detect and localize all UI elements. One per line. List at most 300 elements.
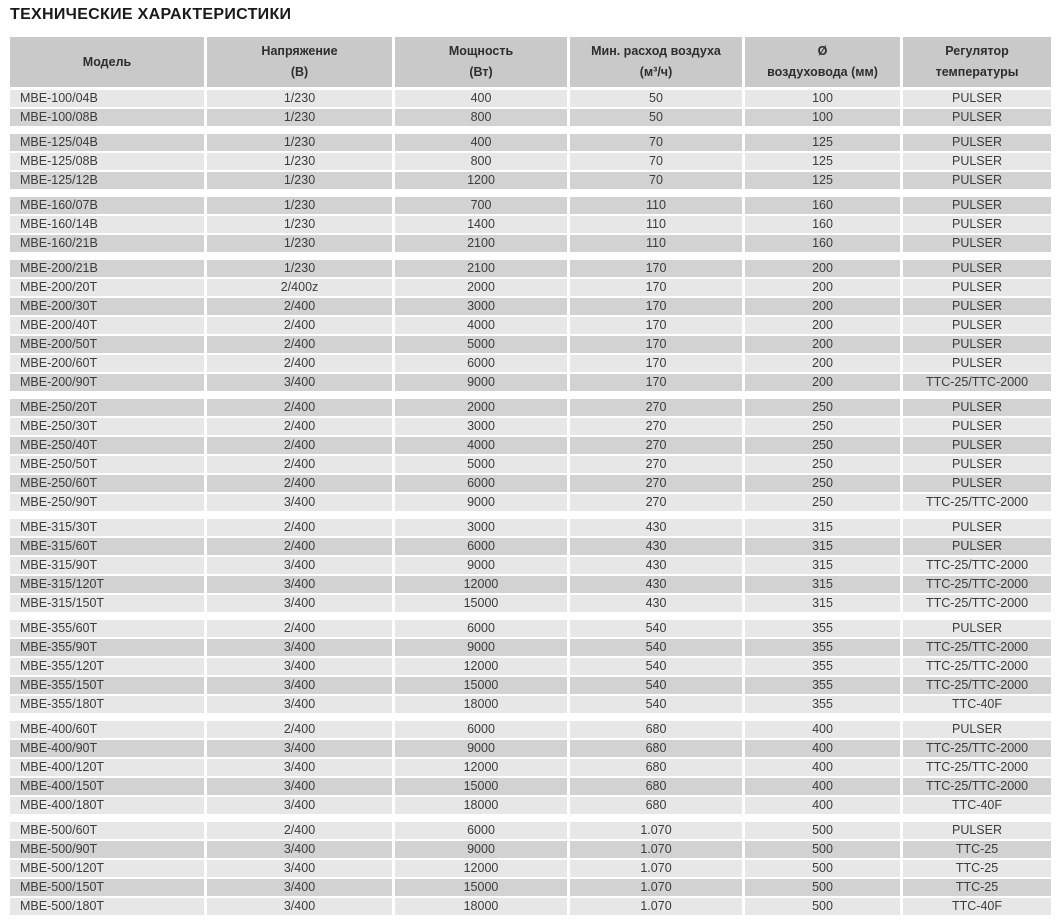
column-header-line: Мин. расход воздуха (591, 44, 721, 58)
column-header-line: (В) (290, 65, 309, 79)
cell-voltage: 3/400 (207, 696, 392, 713)
table-row (10, 134, 1051, 151)
cell-airflow: 110 (570, 235, 742, 252)
cell-duct: 250 (745, 437, 900, 454)
cell-power: 12000 (395, 759, 567, 776)
cell-duct: 500 (745, 822, 900, 839)
cell-voltage: 3/400 (207, 557, 392, 574)
cell-regulator: TTC-25 (903, 879, 1051, 896)
cell-airflow: 270 (570, 494, 742, 511)
cell-power: 800 (395, 153, 567, 170)
cell-airflow: 70 (570, 172, 742, 189)
cell-model: MBE-250/30T (10, 418, 204, 435)
cell-power: 9000 (395, 639, 567, 656)
cell-regulator: TTC-25/TTC-2000 (903, 639, 1051, 656)
cell-power: 1200 (395, 172, 567, 189)
cell-power: 400 (395, 90, 567, 107)
cell-airflow: 540 (570, 639, 742, 656)
cell-voltage: 2/400z (207, 279, 392, 296)
cell-model: MBE-355/150T (10, 677, 204, 694)
column-header-regulator (903, 37, 1051, 87)
cell-model: MBE-160/14B (10, 216, 204, 233)
cell-power: 12000 (395, 860, 567, 877)
cell-power: 6000 (395, 538, 567, 555)
cell-power: 6000 (395, 721, 567, 738)
cell-airflow: 680 (570, 721, 742, 738)
cell-model: MBE-125/08B (10, 153, 204, 170)
cell-model: MBE-500/180T (10, 898, 204, 915)
cell-duct: 355 (745, 639, 900, 656)
cell-voltage: 3/400 (207, 740, 392, 757)
table-row (10, 898, 1051, 915)
table-row (10, 317, 1051, 334)
cell-voltage: 1/230 (207, 172, 392, 189)
cell-regulator: PULSER (903, 90, 1051, 107)
cell-duct: 200 (745, 260, 900, 277)
cell-power: 6000 (395, 620, 567, 637)
cell-duct: 125 (745, 153, 900, 170)
cell-voltage: 1/230 (207, 197, 392, 214)
cell-power: 9000 (395, 374, 567, 391)
cell-duct: 100 (745, 90, 900, 107)
column-header-power (395, 37, 567, 87)
table-row (10, 153, 1051, 170)
cell-airflow: 680 (570, 797, 742, 814)
cell-voltage: 2/400 (207, 519, 392, 536)
cell-power: 2100 (395, 260, 567, 277)
cell-power: 6000 (395, 355, 567, 372)
table-row (10, 557, 1051, 574)
cell-airflow: 540 (570, 620, 742, 637)
cell-airflow: 1.070 (570, 822, 742, 839)
cell-model: MBE-125/12B (10, 172, 204, 189)
cell-duct: 315 (745, 519, 900, 536)
cell-power: 15000 (395, 595, 567, 612)
cell-duct: 500 (745, 898, 900, 915)
cell-duct: 200 (745, 374, 900, 391)
cell-power: 15000 (395, 879, 567, 896)
cell-airflow: 170 (570, 298, 742, 315)
cell-duct: 315 (745, 595, 900, 612)
table-row (10, 279, 1051, 296)
cell-regulator: PULSER (903, 620, 1051, 637)
cell-airflow: 70 (570, 134, 742, 151)
cell-duct: 200 (745, 355, 900, 372)
cell-model: MBE-400/60T (10, 721, 204, 738)
cell-regulator: PULSER (903, 216, 1051, 233)
cell-power: 18000 (395, 898, 567, 915)
cell-airflow: 110 (570, 197, 742, 214)
cell-voltage: 2/400 (207, 317, 392, 334)
cell-duct: 400 (745, 759, 900, 776)
table-row (10, 822, 1051, 839)
cell-model: MBE-200/50T (10, 336, 204, 353)
cell-regulator: PULSER (903, 109, 1051, 126)
cell-regulator: TTC-40F (903, 797, 1051, 814)
cell-model: MBE-355/180T (10, 696, 204, 713)
cell-power: 3000 (395, 298, 567, 315)
cell-regulator: PULSER (903, 235, 1051, 252)
cell-power: 12000 (395, 658, 567, 675)
cell-airflow: 270 (570, 418, 742, 435)
table-row (10, 399, 1051, 416)
cell-power: 700 (395, 197, 567, 214)
column-header-line: Регулятор (945, 44, 1009, 58)
cell-duct: 355 (745, 620, 900, 637)
cell-power: 6000 (395, 475, 567, 492)
cell-duct: 125 (745, 172, 900, 189)
cell-power: 12000 (395, 576, 567, 593)
cell-duct: 355 (745, 677, 900, 694)
cell-voltage: 1/230 (207, 90, 392, 107)
cell-voltage: 2/400 (207, 620, 392, 637)
table-body (10, 90, 1051, 915)
cell-regulator: PULSER (903, 298, 1051, 315)
cell-duct: 200 (745, 279, 900, 296)
cell-voltage: 2/400 (207, 538, 392, 555)
cell-model: MBE-315/60T (10, 538, 204, 555)
cell-airflow: 540 (570, 658, 742, 675)
table-row (10, 519, 1051, 536)
column-header-line: воздуховода (мм) (767, 65, 878, 79)
cell-model: MBE-125/04B (10, 134, 204, 151)
cell-voltage: 2/400 (207, 475, 392, 492)
cell-model: MBE-200/30T (10, 298, 204, 315)
cell-power: 1400 (395, 216, 567, 233)
cell-model: MBE-250/40T (10, 437, 204, 454)
cell-model: MBE-200/20T (10, 279, 204, 296)
cell-duct: 250 (745, 475, 900, 492)
cell-duct: 500 (745, 841, 900, 858)
cell-model: MBE-100/08B (10, 109, 204, 126)
cell-duct: 315 (745, 576, 900, 593)
table-row (10, 494, 1051, 511)
cell-voltage: 3/400 (207, 841, 392, 858)
cell-regulator: PULSER (903, 336, 1051, 353)
table-row (10, 860, 1051, 877)
cell-model: MBE-400/180T (10, 797, 204, 814)
cell-duct: 315 (745, 557, 900, 574)
cell-duct: 500 (745, 879, 900, 896)
cell-regulator: PULSER (903, 355, 1051, 372)
table-row (10, 90, 1051, 107)
cell-regulator: PULSER (903, 475, 1051, 492)
cell-duct: 160 (745, 235, 900, 252)
cell-power: 15000 (395, 778, 567, 795)
cell-airflow: 1.070 (570, 860, 742, 877)
cell-power: 9000 (395, 494, 567, 511)
cell-regulator: TTC-40F (903, 898, 1051, 915)
table-row (10, 759, 1051, 776)
cell-airflow: 50 (570, 109, 742, 126)
cell-model: MBE-200/21B (10, 260, 204, 277)
cell-power: 4000 (395, 317, 567, 334)
cell-voltage: 1/230 (207, 216, 392, 233)
cell-voltage: 2/400 (207, 822, 392, 839)
cell-model: MBE-400/90T (10, 740, 204, 757)
cell-duct: 100 (745, 109, 900, 126)
cell-airflow: 110 (570, 216, 742, 233)
cell-voltage: 3/400 (207, 879, 392, 896)
cell-model: MBE-160/21B (10, 235, 204, 252)
table-row (10, 658, 1051, 675)
cell-power: 9000 (395, 740, 567, 757)
cell-regulator: PULSER (903, 260, 1051, 277)
cell-voltage: 2/400 (207, 456, 392, 473)
cell-model: MBE-500/150T (10, 879, 204, 896)
cell-voltage: 1/230 (207, 260, 392, 277)
cell-voltage: 2/400 (207, 721, 392, 738)
cell-regulator: TTC-25 (903, 841, 1051, 858)
cell-model: MBE-250/20T (10, 399, 204, 416)
table-row (10, 620, 1051, 637)
table-row (10, 721, 1051, 738)
cell-regulator: PULSER (903, 721, 1051, 738)
cell-model: MBE-355/120T (10, 658, 204, 675)
cell-voltage: 1/230 (207, 134, 392, 151)
cell-voltage: 3/400 (207, 639, 392, 656)
cell-airflow: 170 (570, 336, 742, 353)
column-header-line: (Вт) (469, 65, 493, 79)
cell-duct: 200 (745, 317, 900, 334)
column-header-line: Напряжение (261, 44, 338, 58)
table-row (10, 456, 1051, 473)
cell-voltage: 1/230 (207, 153, 392, 170)
cell-model: MBE-400/120T (10, 759, 204, 776)
cell-power: 6000 (395, 822, 567, 839)
cell-voltage: 3/400 (207, 677, 392, 694)
cell-regulator: PULSER (903, 456, 1051, 473)
table-row (10, 197, 1051, 214)
cell-voltage: 2/400 (207, 399, 392, 416)
cell-duct: 400 (745, 797, 900, 814)
table-row (10, 298, 1051, 315)
cell-airflow: 270 (570, 475, 742, 492)
cell-airflow: 170 (570, 355, 742, 372)
spec-table (10, 37, 1051, 915)
cell-airflow: 50 (570, 90, 742, 107)
cell-power: 15000 (395, 677, 567, 694)
cell-airflow: 430 (570, 557, 742, 574)
cell-regulator: PULSER (903, 153, 1051, 170)
column-header-line: (м³/ч) (639, 65, 673, 79)
cell-regulator: TTC-25 (903, 860, 1051, 877)
cell-voltage: 2/400 (207, 418, 392, 435)
cell-regulator: TTC-25/TTC-2000 (903, 658, 1051, 675)
cell-power: 18000 (395, 696, 567, 713)
cell-model: MBE-400/150T (10, 778, 204, 795)
cell-duct: 500 (745, 860, 900, 877)
cell-regulator: TTC-25/TTC-2000 (903, 677, 1051, 694)
cell-voltage: 3/400 (207, 595, 392, 612)
cell-regulator: TTC-25/TTC-2000 (903, 557, 1051, 574)
cell-power: 5000 (395, 336, 567, 353)
cell-voltage: 3/400 (207, 759, 392, 776)
cell-voltage: 3/400 (207, 860, 392, 877)
cell-model: MBE-100/04B (10, 90, 204, 107)
cell-voltage: 1/230 (207, 235, 392, 252)
cell-regulator: TTC-40F (903, 696, 1051, 713)
cell-voltage: 2/400 (207, 298, 392, 315)
cell-voltage: 1/230 (207, 109, 392, 126)
cell-voltage: 3/400 (207, 494, 392, 511)
cell-power: 9000 (395, 557, 567, 574)
cell-voltage: 3/400 (207, 778, 392, 795)
cell-airflow: 1.070 (570, 879, 742, 896)
cell-duct: 355 (745, 696, 900, 713)
cell-power: 2000 (395, 279, 567, 296)
cell-regulator: PULSER (903, 134, 1051, 151)
table-row (10, 696, 1051, 713)
cell-power: 800 (395, 109, 567, 126)
column-header-line: Модель (82, 54, 132, 69)
cell-model: MBE-315/120T (10, 576, 204, 593)
cell-model: MBE-200/90T (10, 374, 204, 391)
cell-power: 400 (395, 134, 567, 151)
cell-airflow: 680 (570, 740, 742, 757)
cell-duct: 200 (745, 336, 900, 353)
table-row (10, 841, 1051, 858)
cell-airflow: 170 (570, 374, 742, 391)
table-row (10, 576, 1051, 593)
cell-airflow: 270 (570, 456, 742, 473)
table-row (10, 336, 1051, 353)
cell-model: MBE-200/40T (10, 317, 204, 334)
table-row (10, 538, 1051, 555)
column-header-line: Мощность (448, 44, 514, 58)
cell-regulator: TTC-25/TTC-2000 (903, 778, 1051, 795)
cell-duct: 160 (745, 197, 900, 214)
cell-airflow: 1.070 (570, 898, 742, 915)
cell-voltage: 3/400 (207, 797, 392, 814)
cell-model: MBE-500/60T (10, 822, 204, 839)
cell-regulator: PULSER (903, 822, 1051, 839)
cell-power: 5000 (395, 456, 567, 473)
cell-duct: 250 (745, 456, 900, 473)
table-row (10, 639, 1051, 656)
column-header-model (10, 37, 204, 87)
cell-voltage: 3/400 (207, 898, 392, 915)
cell-model: MBE-250/50T (10, 456, 204, 473)
diameter-symbol: Ø (817, 44, 828, 58)
cell-regulator: TTC-25/TTC-2000 (903, 740, 1051, 757)
cell-airflow: 270 (570, 399, 742, 416)
table-row (10, 109, 1051, 126)
cell-airflow: 430 (570, 595, 742, 612)
cell-model: MBE-315/150T (10, 595, 204, 612)
cell-regulator: PULSER (903, 418, 1051, 435)
cell-regulator: PULSER (903, 399, 1051, 416)
cell-regulator: PULSER (903, 279, 1051, 296)
table-row (10, 437, 1051, 454)
cell-model: MBE-315/90T (10, 557, 204, 574)
cell-duct: 250 (745, 418, 900, 435)
cell-voltage: 2/400 (207, 355, 392, 372)
table-row (10, 778, 1051, 795)
cell-duct: 250 (745, 494, 900, 511)
cell-power: 3000 (395, 418, 567, 435)
cell-airflow: 1.070 (570, 841, 742, 858)
cell-duct: 125 (745, 134, 900, 151)
cell-regulator: PULSER (903, 172, 1051, 189)
cell-airflow: 540 (570, 677, 742, 694)
cell-regulator: TTC-25/TTC-2000 (903, 374, 1051, 391)
table-row (10, 260, 1051, 277)
cell-airflow: 430 (570, 538, 742, 555)
cell-airflow: 170 (570, 317, 742, 334)
cell-power: 2100 (395, 235, 567, 252)
cell-model: MBE-160/07B (10, 197, 204, 214)
cell-regulator: TTC-25/TTC-2000 (903, 494, 1051, 511)
cell-airflow: 680 (570, 778, 742, 795)
table-header-row (10, 37, 1051, 87)
table-row (10, 879, 1051, 896)
cell-voltage: 2/400 (207, 336, 392, 353)
column-header-voltage (207, 37, 392, 87)
cell-model: MBE-500/90T (10, 841, 204, 858)
cell-voltage: 3/400 (207, 576, 392, 593)
cell-model: MBE-355/60T (10, 620, 204, 637)
cell-voltage: 2/400 (207, 437, 392, 454)
cell-airflow: 430 (570, 576, 742, 593)
cell-duct: 400 (745, 721, 900, 738)
cell-duct: 315 (745, 538, 900, 555)
cell-duct: 355 (745, 658, 900, 675)
cell-model: MBE-250/60T (10, 475, 204, 492)
column-header-duct-diameter (745, 37, 900, 87)
cell-voltage: 3/400 (207, 658, 392, 675)
cell-regulator: TTC-25/TTC-2000 (903, 759, 1051, 776)
cell-airflow: 170 (570, 279, 742, 296)
table-row (10, 595, 1051, 612)
column-header-line: температуры (935, 65, 1019, 79)
cell-regulator: PULSER (903, 197, 1051, 214)
table-row (10, 216, 1051, 233)
table-row (10, 677, 1051, 694)
column-header-airflow (570, 37, 742, 87)
cell-model: MBE-355/90T (10, 639, 204, 656)
cell-duct: 200 (745, 298, 900, 315)
table-row (10, 172, 1051, 189)
cell-airflow: 170 (570, 260, 742, 277)
cell-airflow: 270 (570, 437, 742, 454)
cell-model: MBE-500/120T (10, 860, 204, 877)
table-row (10, 740, 1051, 757)
cell-regulator: PULSER (903, 437, 1051, 454)
cell-model: MBE-250/90T (10, 494, 204, 511)
cell-model: MBE-315/30T (10, 519, 204, 536)
table-row (10, 235, 1051, 252)
cell-airflow: 680 (570, 759, 742, 776)
table-row (10, 797, 1051, 814)
cell-regulator: PULSER (903, 519, 1051, 536)
cell-regulator: PULSER (903, 317, 1051, 334)
cell-airflow: 430 (570, 519, 742, 536)
page-title: ТЕХНИЧЕСКИЕ ХАРАКТЕРИСТИКИ (10, 6, 292, 23)
cell-regulator: PULSER (903, 538, 1051, 555)
cell-power: 4000 (395, 437, 567, 454)
cell-duct: 160 (745, 216, 900, 233)
cell-power: 18000 (395, 797, 567, 814)
table-row (10, 374, 1051, 391)
cell-power: 2000 (395, 399, 567, 416)
cell-model: MBE-200/60T (10, 355, 204, 372)
cell-duct: 400 (745, 740, 900, 757)
cell-duct: 400 (745, 778, 900, 795)
table-row (10, 475, 1051, 492)
cell-airflow: 540 (570, 696, 742, 713)
cell-airflow: 70 (570, 153, 742, 170)
